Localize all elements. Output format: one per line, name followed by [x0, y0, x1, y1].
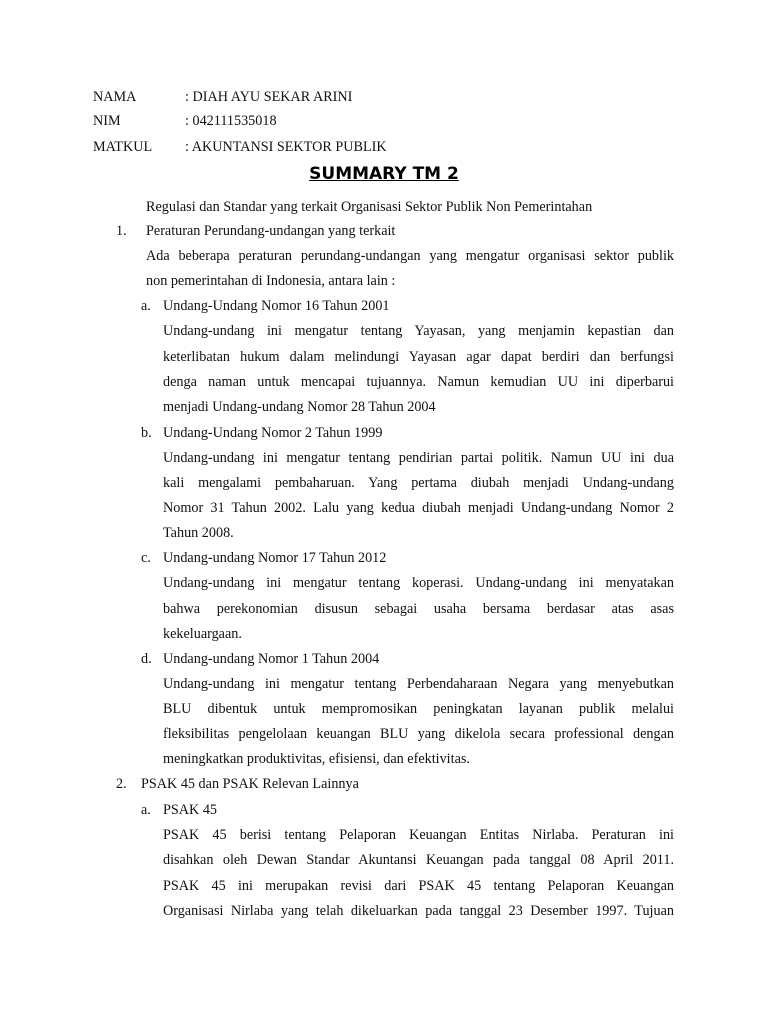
section2-number: 2. — [116, 776, 127, 792]
item-1c-line: kekeluargaan. — [163, 626, 242, 642]
item-1d-line: fleksibilitas pengelolaan keuangan BLU yang dikelola secara professional dengan — [163, 726, 674, 742]
item-1c-line: Undang-undang ini mengatur tentang koperasi. Undang-undang ini menyatakan — [163, 575, 674, 591]
section1-para-line: Ada beberapa peraturan perundang-undangan yang mengatur organisasi sektor publik — [146, 248, 674, 264]
item-1b-line: Tahun 2008. — [163, 525, 234, 541]
item-1d-line: meningkatkan produktivitas, efisiensi, dan efektivitas. — [163, 751, 470, 767]
item-1a-letter: a. — [141, 298, 151, 314]
item-2a-line: PSAK 45 berisi tentang Pelaporan Keuangan Entitas Nirlaba. Peraturan ini — [163, 827, 674, 843]
item-1a-line: menjadi Undang-undang Nomor 28 Tahun 2004 — [163, 399, 436, 415]
item-1b-line: Nomor 31 Tahun 2002. Lalu yang kedua diubah menjadi Undang-undang Nomor 2 — [163, 500, 674, 516]
document-title: SUMMARY TM 2 — [309, 164, 459, 184]
item-2a-heading: PSAK 45 — [163, 802, 218, 818]
item-1b-line: Undang-undang ini mengatur tentang pendirian partai politik. Namun UU ini dua — [163, 450, 674, 466]
header-name-row — [93, 87, 352, 107]
item-1b-letter: b. — [141, 425, 152, 441]
matkul-value: : AKUNTANSI SEKTOR PUBLIK — [185, 139, 387, 155]
item-1d-letter: d. — [141, 651, 152, 667]
header-nim-row — [93, 111, 277, 131]
item-2a-line: disahkan oleh Dewan Standar Akuntansi Keuangan pada tanggal 08 April 2011. — [163, 852, 674, 868]
item-1d-heading: Undang-undang Nomor 1 Tahun 2004 — [163, 651, 380, 667]
item-2a-line: Organisasi Nirlaba yang telah dikeluarkan pada tanggal 23 Desember 1997. Tujuan — [163, 903, 674, 919]
item-1b-line: kali mengalami pembaharuan. Yang pertama diubah menjadi Undang-undang — [163, 475, 674, 491]
item-1c-letter: c. — [141, 550, 151, 566]
item-1a-line: Undang-undang ini mengatur tentang Yayasan, yang menjamin kepastian dan — [163, 323, 674, 339]
item-1a-line: denga naman untuk mencapai tujuannya. Namun kemudian UU ini diperbarui — [163, 374, 674, 390]
item-1b-heading: Undang-Undang Nomor 2 Tahun 1999 — [163, 425, 383, 441]
item-1d-line: BLU dibentuk untuk mempromosikan peningkatan layanan publik melalui — [163, 701, 674, 717]
intro-text: Regulasi dan Standar yang terkait Organisasi Sektor Publik Non Pemerintahan — [146, 199, 593, 215]
nim-value: : 042111535018 — [185, 113, 277, 129]
item-2a-line: PSAK 45 ini merupakan revisi dari PSAK 45 tentang Pelaporan Keuangan — [163, 878, 674, 894]
nim-label: NIM — [93, 113, 121, 129]
name-value: : DIAH AYU SEKAR ARINI — [185, 89, 353, 105]
name-label: NAMA — [93, 89, 137, 105]
matkul-label: MATKUL — [93, 139, 153, 155]
section2-heading: PSAK 45 dan PSAK Relevan Lainnya — [141, 776, 359, 792]
section1-number: 1. — [116, 223, 127, 239]
section1-para-line: non pemerintahan di Indonesia, antara lain : — [146, 273, 396, 289]
item-1a-heading: Undang-Undang Nomor 16 Tahun 2001 — [163, 298, 390, 314]
item-1d-line: Undang-undang ini mengatur tentang Perbendaharaan Negara yang menyebutkan — [163, 676, 674, 692]
item-1c-heading: Undang-undang Nomor 17 Tahun 2012 — [163, 550, 387, 566]
item-2a-letter: a. — [141, 802, 151, 818]
section1-heading: Peraturan Perundang-undangan yang terkait — [146, 223, 396, 239]
item-1a-line: keterlibatan hukum dalam melindungi Yayasan agar dapat berdiri dan berfungsi — [163, 349, 674, 365]
header-matkul-row — [93, 137, 387, 157]
item-1c-line: bahwa perekonomian disusun sebagai usaha bersama berdasar atas asas — [163, 601, 674, 617]
